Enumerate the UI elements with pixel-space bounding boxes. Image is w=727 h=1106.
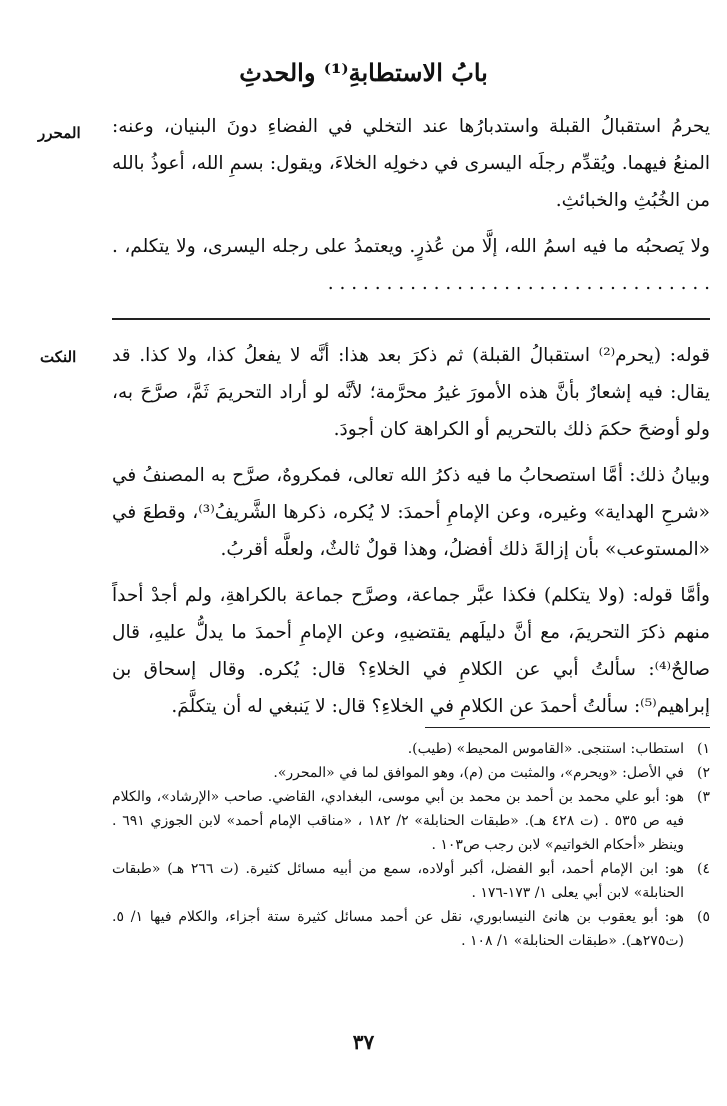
footnote-number: ١) [697, 741, 710, 757]
main-text-block [112, 108, 710, 302]
commentary-paragraph: قوله: (يحرم⁽²⁾ استقبالُ القبلة) ثم ذكرَ بعد هذا: أنَّه لا يفعلُ كذا، ولا كذا. قد يقال: فيه إشعارٌ بأنَّ هذه الأمورَ غيرُ محرَّمة؛ لأنَّه لو أراد التحريمَ ثَمَّ، صرَّحَ به، ولو أوضحَ حكمَ ذلك بالتحريم أو الكراهة كان أجودَ. [112, 345, 710, 440]
footnote-item [112, 905, 710, 953]
footnotes [112, 737, 710, 953]
footnote-number: ٣) [697, 789, 710, 805]
footnote-item [112, 737, 710, 761]
footnote-number: ٢) [697, 765, 710, 781]
commentary-paragraph: وبيانُ ذلك: أمَّا استصحابُ ما فيه ذكرُ الله تعالى، فمكروهٌ، صرَّح به المصنفُ في «شرحِ الهداية» وغيره، وعن الإمامِ أحمدَ: لا يُكره، ذكرها الشَّريفُ⁽³⁾، وقطعَ في «المستوعب» بأن إزالةَ ذلك أفضلُ، وهذا قولٌ ثالثٌ، ولعلَّه أقربُ. [112, 465, 710, 560]
commentary-paragraph: وأمَّا قوله: (ولا يتكلم) فكذا عبَّر جماعة، وصرَّح جماعة بالكراهةِ، ولم أجدْ أحداً منهم ذكرَ التحريمَ، مع أنَّ دليلَهم يقتضيهِ، وعن الإمامِ أحمدَ ما يدلُّ عليهِ، قال صالحٌ⁽⁴⁾: سألتُ أبي عن الكلامِ في الخلاءِ؟ قال: يُكره. وقال إسحاق بن إبراهيم⁽⁵⁾: سألتُ أحمدَ عن الكلامِ في الخلاءِ؟ قال: لا يَنبغي له أن يتكلَّمَ. [112, 585, 711, 717]
section-divider [112, 318, 710, 320]
footnote-number: ٥) [697, 909, 710, 925]
footnote-item [112, 785, 710, 857]
page-number: ٣٧ [352, 1030, 375, 1054]
footnote-item [112, 857, 710, 905]
side-label-nukat: النكت [40, 348, 77, 366]
footnote-text: هو: أبو علي محمد بن أحمد بن محمد بن أبي موسى، البغدادي، القاضي. صاحب «الإرشاد»، والكلام فيه ص ٥٣٥ . (ت ٤٢٨ هـ). «طبقات الحنابلة» ٢/ ١٨٢ ، «مناقب الإمام أحمد» لابن الجوزي ٦٩١ . وينظر «أحكام الخواتيم» لابن رجب ص١٠٣ . [112, 789, 685, 853]
footnote-item [112, 761, 710, 785]
footnote-divider [425, 727, 710, 728]
main-paragraph: يحرمُ استقبالُ القبلة واستدبارُها عند التخلي في الفضاءِ دونَ البنيان، وعنه: المنعُ فيهما. ويُقدِّم رجلَه اليسرى في دخولِه الخلاءَ، ويقول: بسمِ الله، أعوذُ بالله من الخُبُثِ والخبائثِ. [112, 116, 710, 211]
commentary-text-block [112, 337, 710, 725]
main-paragraph: ولا يَصحبُه ما فيه اسمُ الله، إلَّا من عُذرٍ. ويعتمدُ على رجله اليسرى، ولا يتكلم، . . . . . . . . . . . . . . . . . . . . . . . . . . . . . . . . . . [112, 236, 710, 294]
footnote-text: هو: ابن الإمام أحمد، أبو الفضل، أكبر أولاده، سمع من أبيه مسائل كثيرة. (ت ٢٦٦ هـ) «طبقات الحنابلة» لابن أبي يعلى ١/ ١٧٣-١٧٦ . [112, 861, 684, 901]
footnote-text: هو: أبو يعقوب بن هانئ النيسابوري، نقل عن أحمد مسائل كثيرة ستة أجزاء، والكلام فيها ١/ ٥. (ت٢٧٥هـ). «طبقات الحنابلة» ١/ ١٠٨ . [112, 909, 684, 949]
footnote-text: في الأصل: «ويحرم»، والمثبت من (م)، وهو الموافق لما في «المحرر». [273, 765, 684, 781]
side-label-muharrar: المحرر [38, 124, 81, 142]
chapter-title: بابُ الاستطابةِ⁽¹⁾ والحدثِ [239, 58, 488, 87]
footnote-text: استطاب: استنجى. «القاموس المحيط» (طيب). [407, 741, 684, 757]
footnote-number: ٤) [697, 861, 710, 877]
